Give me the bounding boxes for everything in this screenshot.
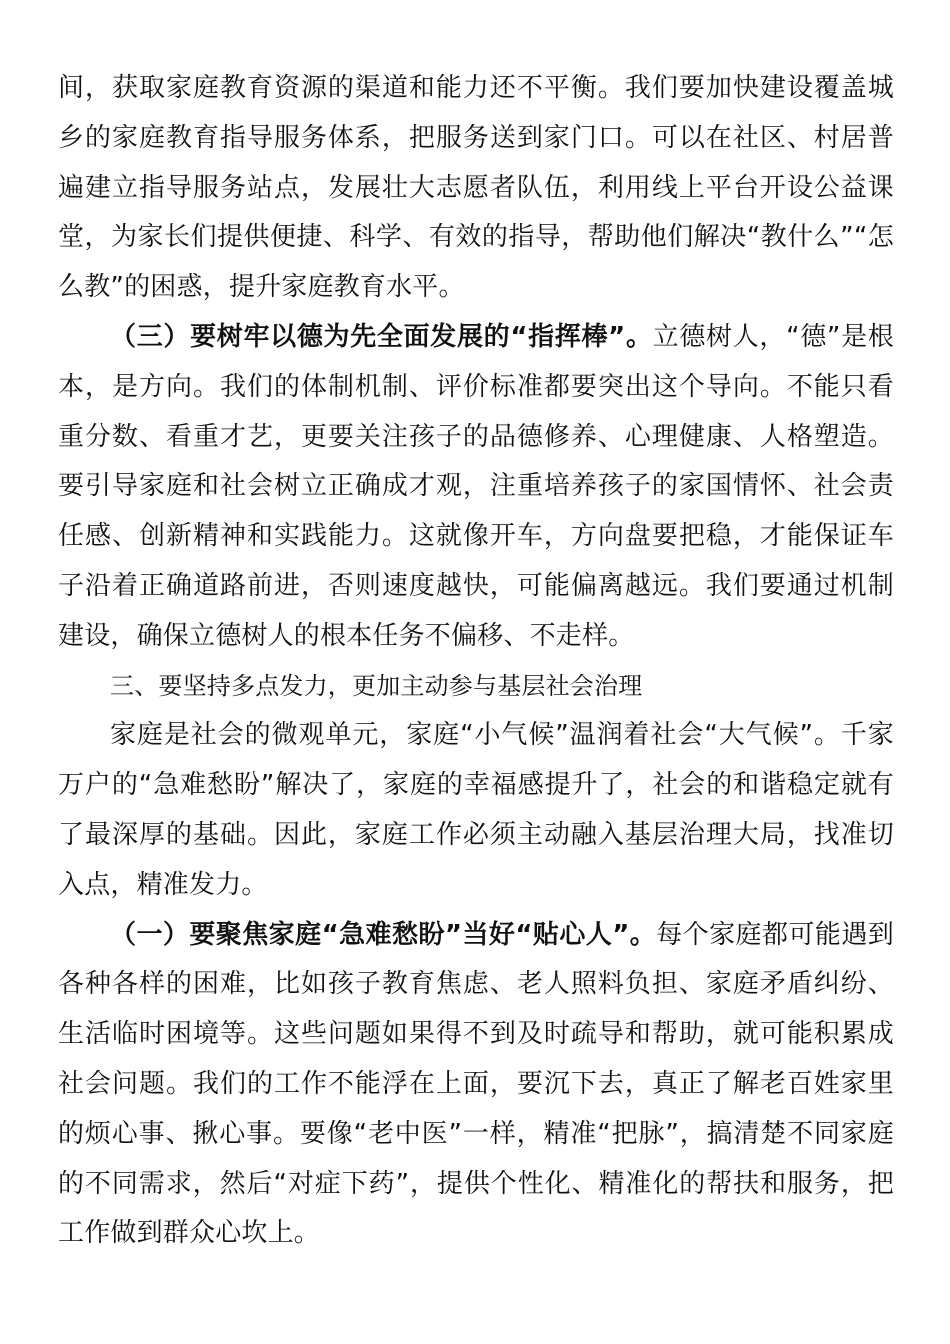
section-heading-text: 三、要坚持多点发力，更加主动参与基层社会治理 [110,671,643,700]
paragraph-continuation [58,64,894,313]
paragraph-family-needs [58,911,894,1260]
paragraph-text: 家庭是社会的微观单元，家庭“小气候”温润着社会“大气候”。千家万户的“急难愁盼”解决了，家庭的幸福感提升了，社会的和谐稳定就有了最深厚的基础。因此，家庭工作必须主动融入基层治理大局，找准切入点，精准发力。 [58,720,894,900]
section-heading-three [58,662,894,712]
paragraph-lead-heading: （一）要聚焦家庭“急难愁盼”当好“贴心人”。 [110,919,657,950]
document-page [58,64,894,1259]
paragraph-text: 立德树人，“德”是根本，是方向。我们的体制机制、评价标准都要突出这个导向。不能只看重分数、看重才艺，更要关注孩子的品德修养、心理健康、人格塑造。要引导家庭和社会树立正确成才观，注重培养孩子的家国情怀、社会责任感、创新精神和实践能力。这就像开车，方向盘要把稳，才能保证车子沿着正确道路前进，否则速度越快，可能偏离越远。我们要通过机制建设，确保立德树人的根本任务不偏移、不走样。 [58,321,894,651]
paragraph-text: 每个家庭都可能遇到各种各样的困难，比如孩子教育焦虑、老人照料负担、家庭矛盾纠纷、生活临时困境等。这些问题如果得不到及时疏导和帮助，就可能积累成社会问题。我们的工作不能浮在上面，要沉下去，真正了解老百姓家里的烦心事、揪心事。要像“老中医”一样，精准“把脉”，搞清楚不同家庭的不同需求，然后“对症下药”，提供个性化、精准化的帮扶和服务，把工作做到群众心坎上。 [58,919,894,1249]
paragraph-text: 间，获取家庭教育资源的渠道和能力还不平衡。我们要加快建设覆盖城乡的家庭教育指导服务体系，把服务送到家门口。可以在社区、村居普遍建立指导服务站点，发展壮大志愿者队伍，利用线上平台开设公益课堂，为家长们提供便捷、科学、有效的指导，帮助他们解决“教什么”“怎么教”的困惑，提升家庭教育水平。 [58,73,894,303]
paragraph-moral-education [58,313,894,662]
paragraph-family-society [58,711,894,910]
paragraph-lead-heading: （三）要树牢以德为先全面发展的“指挥棒”。 [110,321,653,352]
